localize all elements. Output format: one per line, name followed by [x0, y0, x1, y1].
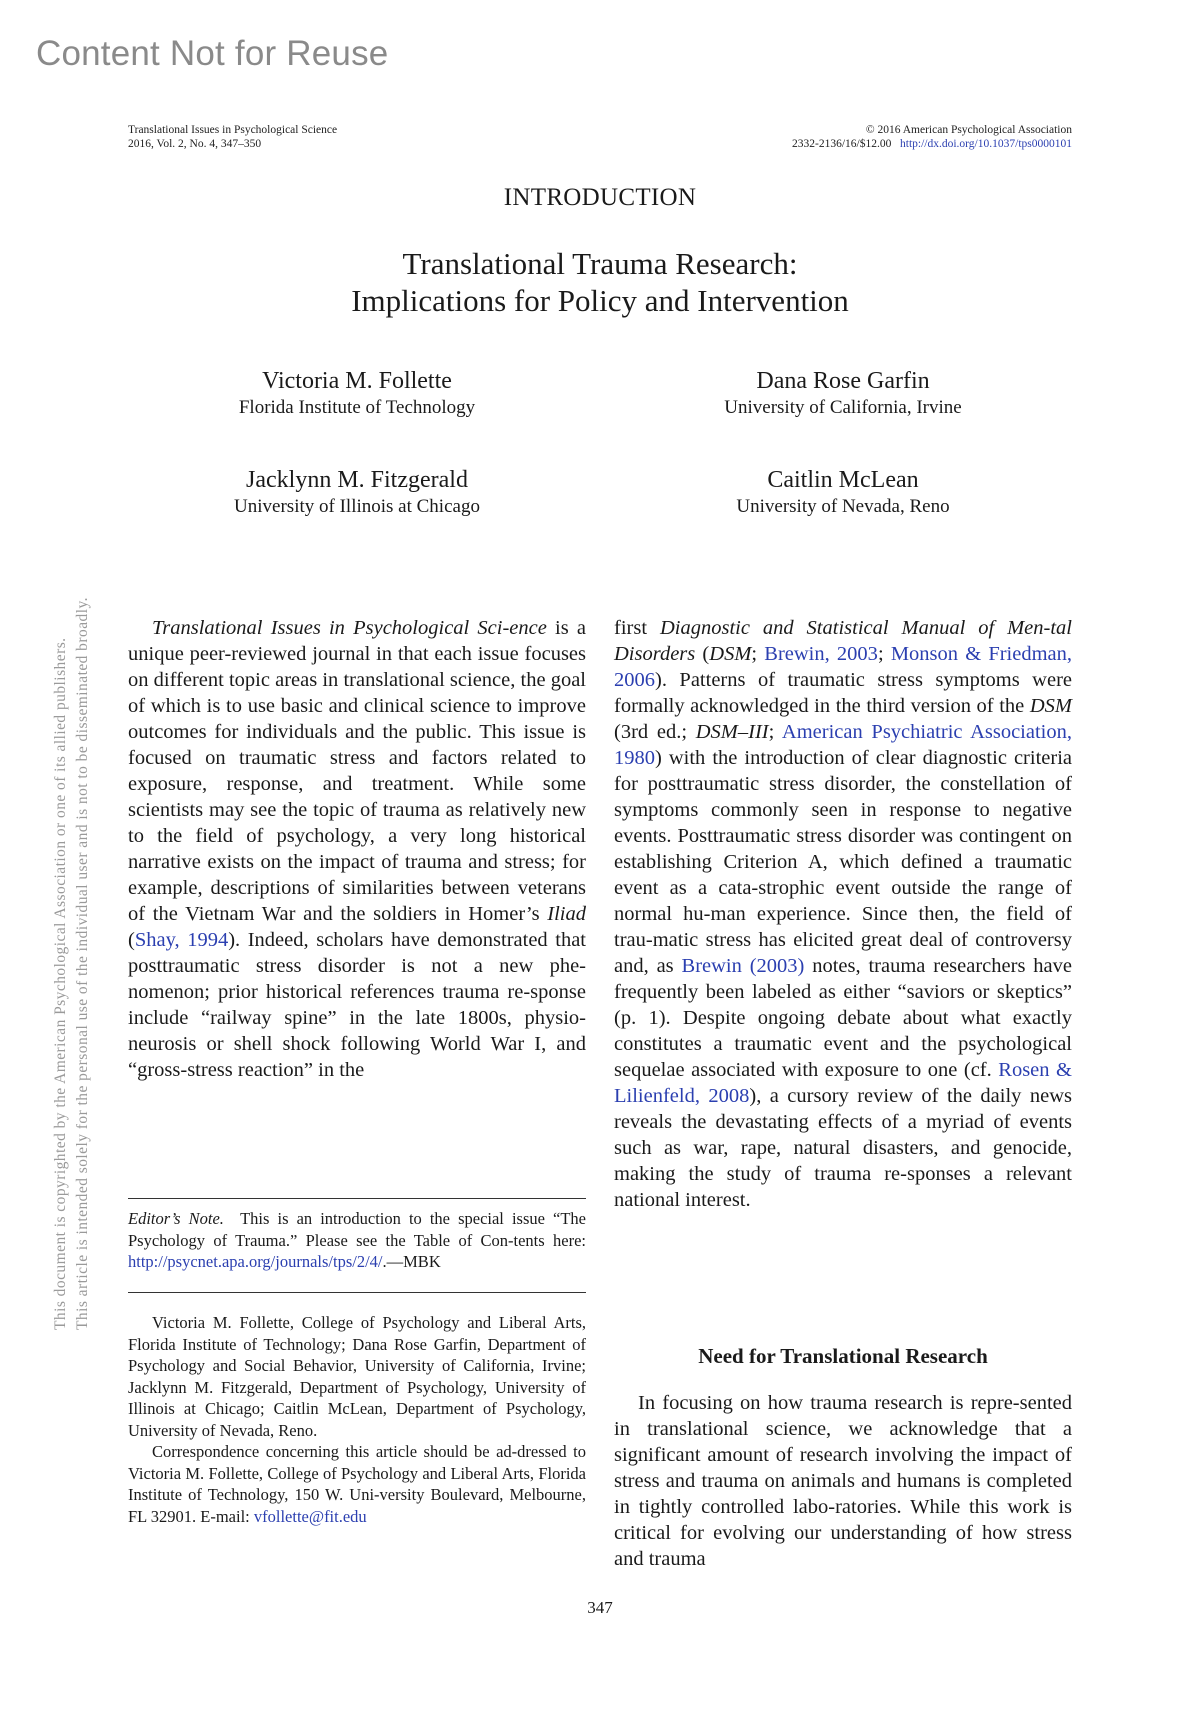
issn-doi-line [792, 137, 1072, 151]
body-column-right-2 [614, 1390, 1072, 1572]
author-affiliation: University of California, Irvine [724, 397, 962, 418]
citation-link[interactable]: Shay, 1994 [134, 929, 229, 951]
watermark: Content Not for Reuse [36, 34, 389, 73]
body-text: is a unique peer-reviewed journal in that each issue focuses on different topic areas in translational science, the goal of which is to use basic and clinical science to improve outcomes for individuals and the public. This issue is focused on traumatic stress and factors related to exposure, response, and treatment. While some scientists may see the topic of trauma as relatively new to the field of psychology, a very long historical narrative exists on the impact of trauma and stress; for example, descriptions of similarities between veterans of the Vietnam War and the soldiers in Homer’s [128, 617, 586, 925]
author-name: Dana Rose Garfin [756, 368, 930, 394]
copyright-header [792, 123, 1072, 151]
editors-note-signoff: .—MBK [382, 1252, 441, 1271]
body-text: . Indeed, scholars have demonstrated that posttraumatic stress disorder is not a new phe-nomenon; prior historical references trauma re-sponse include “railway spine” in the late 1800s, physio-neurosis or shell shock following World War I, and “gross-stress reaction” in the [128, 929, 586, 1081]
author-block [117, 465, 597, 519]
author-name: Victoria M. Follette [262, 368, 452, 394]
author-affiliation: University of Nevada, Reno [736, 496, 950, 517]
author-block [117, 366, 597, 420]
footnote-rule [128, 1198, 586, 1199]
correspondence-text: Correspondence concerning this article should be ad-dressed to Victoria M. Follette, College of Psychology and Liberal Arts, Florida Institute of Technology, 150 W. Uni-versity Boulevard, Melbourne, FL 32901. E-mail: [128, 1442, 586, 1526]
journal-header [128, 123, 337, 151]
citation-link[interactable]: American Psychiatric Association, 1980 [614, 721, 1072, 769]
body-text: ) with the introduction of clear diagnostic criteria for posttraumatic stress disorder, the constellation of symptoms commonly seen in response to negative events. Posttraumatic stress disorder was contingent on establishing Criterion A, which defined a traumatic event as a cata-strophic event outside the range of normal hu-man experience. Since then, the field of trau-matic stress has elicited great deal of controversy and, as [614, 747, 1072, 977]
issn: 2332-2136/16/$12.00 [792, 138, 892, 150]
body-text: first [614, 617, 660, 639]
body-text: ; [768, 721, 782, 743]
page-number: 347 [587, 1598, 613, 1617]
body-paragraph: Translational Issues in Psychological Sci-ence is a unique peer-reviewed journal in that each issue focuses on different topic areas in translational science, the goal of which is to use basic and clinical science to improve outcomes for individuals and the public. This issue is focused on traumatic stress and factors related to exposure, response, and treatment. While some scientists may see the topic of trauma as relatively new to the field of psychology, a very long historical narrative exists on the impact of trauma and stress; for example, descriptions of similarities between veterans of the Vietnam War and the soldiers in Homer’s Iliad (Shay, 1994). Indeed, scholars have demonstrated that posttraumatic stress disorder is not a new phe-nomenon; prior historical references trauma re-sponse include “railway spine” in the late 1800s, physio-neurosis or shell shock following World War I, and “gross-stress reaction” in the [128, 617, 586, 1081]
journal-title-italic: Translational Issues in Psychological Sci-ence [152, 617, 547, 639]
copyright-line: © 2016 American Psychological Association [865, 124, 1072, 136]
body-column-left [128, 615, 586, 1083]
author-affiliation: University of Illinois at Chicago [234, 496, 480, 517]
dsm-full-italic: Diagnostic and Statistical Manual of Men-tal Disorders [614, 617, 1072, 665]
author-block [603, 366, 1083, 420]
title-line-2: Implications for Policy and Intervention [351, 283, 849, 318]
section-heading: Need for Translational Research [698, 1344, 988, 1368]
body-text: ; [751, 643, 765, 665]
author-name: Jacklynn M. Fitzgerald [246, 467, 468, 493]
body-paragraph [614, 615, 1072, 1213]
title-line-1: Translational Trauma Research: [402, 246, 798, 281]
citation-link[interactable]: Brewin, 2003 [764, 643, 878, 665]
author-block [603, 465, 1083, 519]
citation-link[interactable]: Monson & Friedman, 2006 [614, 643, 1073, 691]
journal-name: Translational Issues in Psychological Science [128, 124, 338, 136]
dsm-italic: DSM [1029, 695, 1072, 717]
citation-link[interactable]: Brewin (2003) [681, 955, 805, 977]
email-link[interactable]: vfollette@fit.edu [253, 1506, 367, 1526]
body-text: ; [877, 643, 891, 665]
side-note-line-1: This document is copyrighted by the American Psychological Association or one of its allied publishers. [52, 637, 69, 1330]
dsm-italic: DSM [709, 643, 752, 665]
toc-link[interactable]: http://psycnet.apa.org/journals/tps/2/4/ [128, 1252, 383, 1271]
side-note-line-2: This article is intended solely for the personal use of the individual user and is not to be disseminated broadly. [74, 597, 91, 1330]
body-column-right [614, 615, 1072, 1213]
dsm-iii-italic: DSM–III [695, 721, 769, 743]
journal-volume: 2016, Vol. 2, No. 4, 347–350 [128, 138, 262, 150]
iliad-italic: Iliad [547, 903, 586, 925]
body-text: ), a cursory review of the daily news reveals the devastating effects of a myriad of events such as war, rape, natural disasters, and genocide, making the study of trauma re-sponses a relevant national interest. [614, 1085, 1072, 1211]
body-paragraph: In focusing on how trauma research is repre-sented in translational science, we acknowledge that a significant amount of research involving the impact of stress and trauma on animals and humans is completed in tightly controlled labo-ratories. While this work is critical for evolving our understanding of how stress and trauma [614, 1392, 1072, 1570]
editors-note [128, 1208, 586, 1273]
author-affiliation: Florida Institute of Technology [238, 397, 476, 418]
doi-link[interactable]: http://dx.doi.org/10.1037/tps0000101 [900, 138, 1072, 150]
body-text: ( [695, 643, 710, 665]
body-text: (3rd ed.; [614, 721, 696, 743]
editors-note-label: Editor’s Note. [128, 1209, 224, 1228]
editors-note-text: This is an introduction to the special issue “The Psychology of Trauma.” Please see the Table of Con-tents here: [128, 1209, 587, 1250]
footnote-rule [128, 1292, 586, 1293]
correspondence-note [128, 1441, 586, 1527]
author-affiliations-note: Victoria M. Follette, College of Psychology and Liberal Arts, Florida Institute of Technology; Dana Rose Garfin, Department of Psychology and Social Behavior, University of California, Irvine; Jacklynn M. Fitzgerald, Department of Psychology, University of Illinois at Chicago; Caitlin McLean, Department of Psychology, University of Nevada, Reno. [128, 1313, 586, 1440]
author-name: Caitlin McLean [767, 467, 919, 493]
citation-link[interactable]: Rosen & Lilienfeld, 2008 [614, 1059, 1072, 1107]
article-title [0, 245, 1200, 319]
section-label: INTRODUCTION [503, 184, 697, 211]
author-note [128, 1312, 586, 1527]
body-text: notes, trauma researchers have frequently been labeled as either “saviors or skeptics” (p. 1). Despite ongoing debate about what exactly constitutes a traumatic event and the psychological sequelae associated with exposure to one (cf. [614, 955, 1072, 1081]
copyright-side-note [50, 597, 94, 1330]
body-text: ). Patterns of traumatic stress symptoms were formally acknowledged in the third version of the [614, 669, 1072, 717]
